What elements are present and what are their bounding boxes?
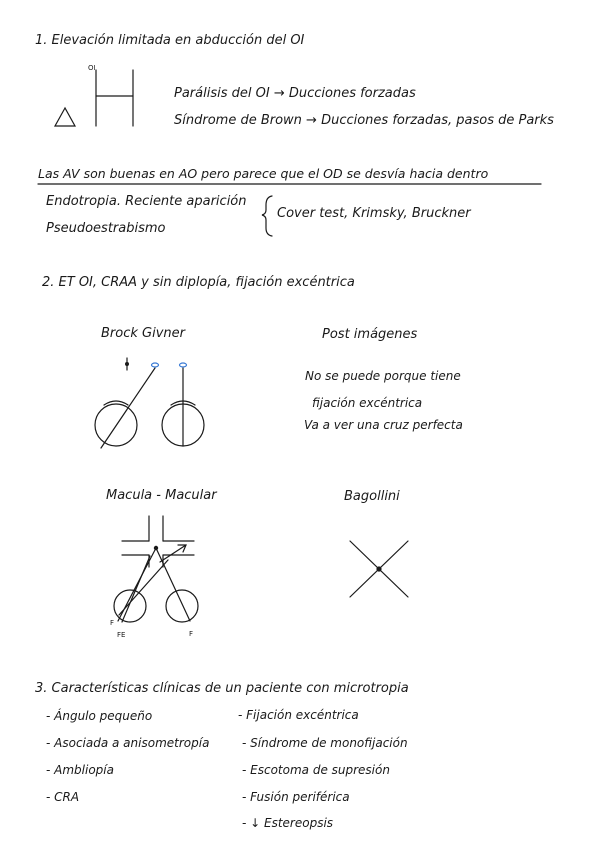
- bagolini-fixation-light: [376, 566, 381, 571]
- macula-cross-line: [119, 560, 168, 615]
- brock-left-visual-axis: [101, 368, 155, 448]
- paralisis-line: Parálisis del OI → Ducciones forzadas: [174, 86, 416, 101]
- macula-macular-title: Macula - Macular: [106, 488, 217, 503]
- macula-left-eye: [114, 590, 146, 622]
- macula-arrow-shaft: [160, 545, 186, 562]
- left-item-4: - CRA: [46, 790, 80, 804]
- right-item-5: - ↓ Estereopsis: [242, 816, 334, 830]
- note-line: Las AV son buenas en AO pero parece que el OD se desvía hacia dentro: [38, 166, 489, 181]
- bagolini-title: Bagollini: [344, 489, 400, 504]
- post-imagenes-title: Post imágenes: [322, 327, 418, 342]
- right-item-1: - Fijación excéntrica: [238, 708, 359, 722]
- macula-left-fovea-line: [122, 556, 150, 622]
- post-line-3: Va a ver una cruz perfecta: [304, 418, 463, 432]
- brown-line: Síndrome de Brown → Ducciones forzadas, pasos de Parks: [174, 113, 554, 128]
- right-item-4: - Fusión periférica: [242, 790, 350, 804]
- left-item-2: - Asociada a anisometropía: [46, 736, 210, 750]
- left-item-1: - Ángulo pequeño: [46, 709, 153, 723]
- note-item-endotropia: Endotropia. Reciente aparición: [46, 194, 247, 209]
- brock-right-fixation-target: [180, 363, 187, 367]
- section2-heading: 2. ET OI, CRAA y sin diplopía, fijación excéntrica: [42, 275, 355, 290]
- post-line-1: No se puede porque tiene: [305, 369, 461, 383]
- note-tests: Cover test, Krimsky, Bruckner: [277, 206, 471, 221]
- section1-heading: 1. Elevación limitada en abducción del OI: [35, 33, 305, 48]
- brock-left-fixation-target: [152, 363, 159, 367]
- brock-givner-title: Brock Givner: [101, 326, 185, 341]
- macula-right-eye: [166, 590, 198, 622]
- note-item-pseudoestrabismo: Pseudoestrabismo: [46, 221, 166, 236]
- diagram-oi-label: OI: [88, 64, 96, 72]
- label-f-right: F: [189, 630, 194, 638]
- label-f-small: F: [110, 619, 115, 627]
- label-fe-left: FE: [117, 631, 126, 639]
- left-item-3: - Ambliopía: [46, 763, 114, 777]
- triangle-symbol: [55, 108, 75, 126]
- right-item-3: - Escotoma de supresión: [242, 763, 390, 777]
- macula-right-visual-line: [156, 548, 190, 621]
- section3-heading: 3. Características clínicas de un paciente con microtropia: [35, 681, 409, 696]
- post-line-2: fijación excéntrica: [312, 396, 423, 410]
- right-item-2: - Síndrome de monofijación: [242, 736, 408, 750]
- curly-brace: [262, 196, 272, 236]
